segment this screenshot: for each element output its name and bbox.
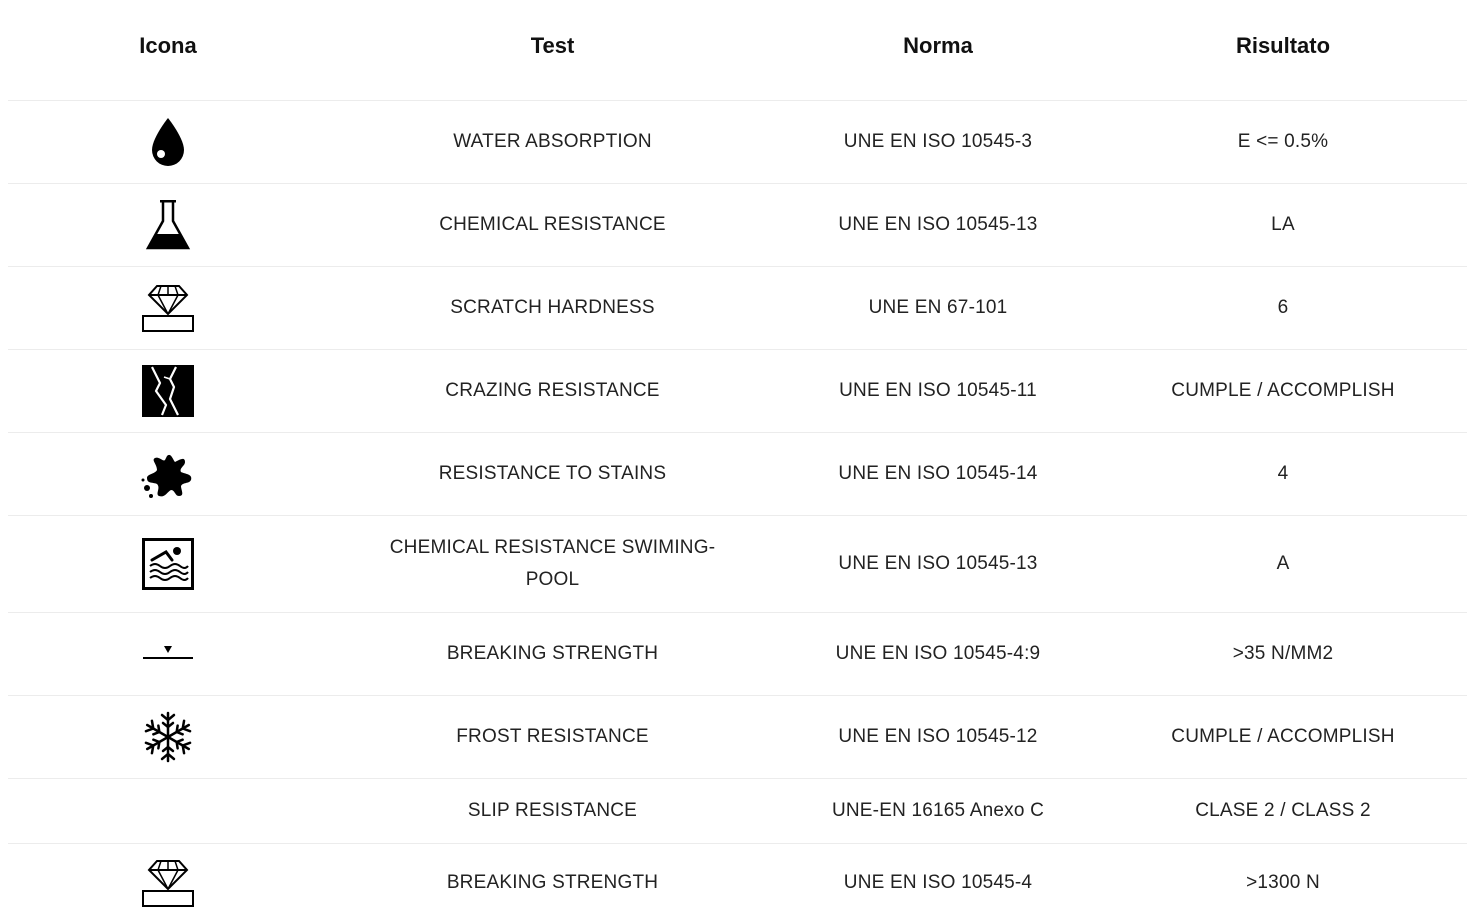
- icon-cell: [8, 538, 328, 590]
- test-name: FROST RESISTANCE: [456, 726, 649, 747]
- test-results-table: [8, 0, 1467, 922]
- table-row: [8, 267, 1467, 350]
- crazing-icon: [142, 365, 194, 417]
- norm-value: UNE EN 67-101: [868, 297, 1008, 318]
- diamond-scratch-icon: [141, 857, 195, 909]
- test-name: BREAKING STRENGTH: [446, 643, 659, 664]
- table-row: [8, 433, 1467, 516]
- icon-cell: [8, 282, 328, 334]
- result-value: >1300 N: [1246, 872, 1320, 893]
- norm-value: UNE EN ISO 10545-13: [838, 553, 1038, 574]
- result-value: 6: [1277, 297, 1289, 318]
- snowflake-icon: [142, 711, 194, 763]
- table-header-row: [8, 0, 1467, 101]
- diamond-scratch-icon: [141, 282, 195, 334]
- table-row: [8, 184, 1467, 267]
- table-row: [8, 350, 1467, 433]
- result-value: 4: [1277, 463, 1289, 484]
- test-name: CRAZING RESISTANCE: [445, 380, 660, 401]
- icon-cell: [8, 638, 328, 670]
- test-name: BREAKING STRENGTH: [446, 872, 659, 893]
- header-test: Test: [530, 33, 575, 58]
- table-row: [8, 696, 1467, 779]
- result-value: E <= 0.5%: [1237, 131, 1329, 152]
- norm-value: UNE EN ISO 10545-3: [843, 131, 1033, 152]
- result-value: CLASE 2 / CLASS 2: [1195, 800, 1371, 821]
- icon-cell: [8, 199, 328, 251]
- table-row: [8, 779, 1467, 844]
- table-row: [8, 613, 1467, 696]
- test-name: WATER ABSORPTION: [453, 131, 652, 152]
- result-value: A: [1276, 553, 1290, 574]
- swimming-pool-icon: [142, 538, 194, 590]
- icon-cell: [8, 365, 328, 417]
- test-name: CHEMICAL RESISTANCE SWIMING-POOL: [389, 537, 716, 590]
- test-name: SCRATCH HARDNESS: [450, 297, 655, 318]
- norm-value: UNE EN ISO 10545-4: [843, 872, 1033, 893]
- test-name: SLIP RESISTANCE: [467, 800, 638, 821]
- norm-value: UNE EN ISO 10545-11: [839, 380, 1037, 401]
- result-value: LA: [1271, 214, 1295, 235]
- table-row: [8, 101, 1467, 184]
- test-name: CHEMICAL RESISTANCE: [439, 214, 666, 235]
- norm-value: UNE EN ISO 10545-13: [838, 214, 1038, 235]
- icon-cell: [8, 116, 328, 168]
- table-row: [8, 844, 1467, 922]
- water-drop-icon: [148, 116, 188, 168]
- result-value: >35 N/MM2: [1232, 643, 1334, 664]
- flask-icon: [145, 199, 191, 251]
- table-row: [8, 516, 1467, 613]
- norm-value: UNE-EN 16165 Anexo C: [831, 800, 1045, 821]
- norm-value: UNE EN ISO 10545-12: [838, 726, 1038, 747]
- stain-splash-icon: [141, 450, 195, 498]
- norm-value: UNE EN ISO 10545-14: [838, 463, 1038, 484]
- test-name: RESISTANCE TO STAINS: [438, 463, 667, 484]
- icon-cell: [8, 857, 328, 909]
- header-icon: Icona: [139, 33, 197, 58]
- icon-cell: [8, 711, 328, 763]
- result-value: CUMPLE / ACCOMPLISH: [1171, 726, 1395, 747]
- norm-value: UNE EN ISO 10545-4:9: [835, 643, 1041, 664]
- header-result: Risultato: [1235, 33, 1331, 58]
- breaking-strength-icon: [141, 644, 195, 664]
- icon-cell: [8, 450, 328, 498]
- result-value: CUMPLE / ACCOMPLISH: [1171, 380, 1395, 401]
- header-norm: Norma: [903, 33, 973, 58]
